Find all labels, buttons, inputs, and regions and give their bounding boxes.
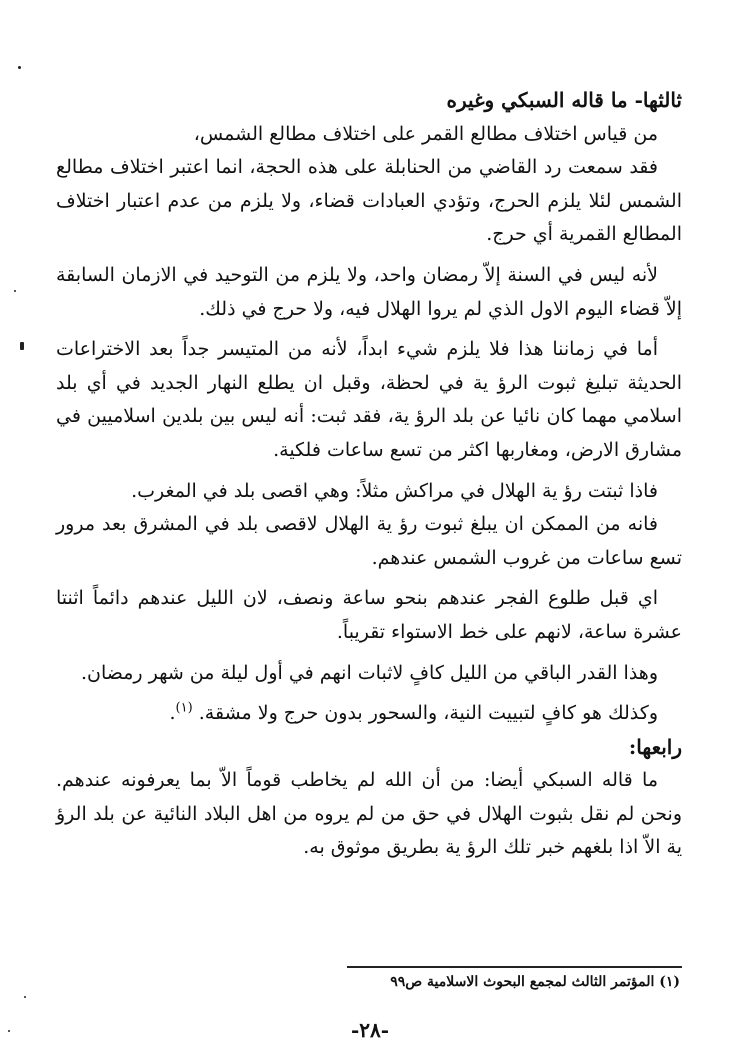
section-heading-fourth: رابعها: — [628, 734, 682, 759]
footnote-divider — [347, 966, 682, 968]
footnote-text: (١) المؤتمر الثالث لمجمع البحوث الاسلامية ص٩٩ — [390, 974, 680, 990]
section-heading-third: ثالثها- ما قاله السبكي وغيره — [446, 88, 682, 112]
paragraph-8: وهذا القدر الباقي من الليل كافٍ لاثبات انهم في أول ليلة من شهر رمضان. — [80, 661, 658, 684]
scan-speck — [20, 342, 24, 350]
paragraph-7: اي قبل طلوع الفجر عندهم بنحو ساعة ونصف، لان الليل عندهم دائماً اثنتا عشرة ساعة، لانهم على خط الاستواء تقريباً. — [56, 587, 682, 643]
paragraph-1: من قياس اختلاف مطالع القمر على اختلاف مطالع الشمس، — [193, 122, 658, 145]
scan-speck — [18, 66, 21, 69]
paragraph-5: فاذا ثبتت رؤ ية الهلال في مراكش مثلاً: وهي اقصى بلد في المغرب. — [131, 479, 658, 502]
paragraph-4: أما في زماننا هذا فلا يلزم شيء ابداً، لأنه من المتيسر جداً بعد الاختراعات الحديثة تبليغ ثبوت الرؤ ية في لحظة، وقبل ان يطلع النهار الجديد في أي بلد اسلامي مهما كان نائيا عن بلد الرؤ ية، فقد ثبت: أنه ليس بين بلدين اسلاميين في مشارق الارض، ومغاربها اكثر من تسع ساعات فلكية. — [56, 338, 682, 461]
scan-speck — [14, 290, 16, 292]
paragraph-10: ما قاله السبكي أيضا: من أن الله لم يخاطب قوماً الاّ بما يعرفونه عندهم. ونحن لم نقل بثبوت الهلال في حق من لم يروه من اهل البلاد النائية عن بلد الرؤ ية الاّ اذا بلغهم خبر تلك الرؤ ية بطريق موثوق به. — [56, 769, 682, 859]
scan-speck — [8, 1030, 10, 1032]
paragraph-6: فانه من الممكن ان يبلغ ثبوت رؤ ية الهلال لاقصى بلد في المشرق بعد مرور تسع ساعات من غروب الشمس عندهم. — [56, 513, 682, 569]
scan-speck — [24, 996, 26, 998]
page-number: -٢٨- — [350, 1018, 390, 1042]
main-text — [56, 84, 682, 865]
paragraph-2: فقد سمعت رد القاضي من الحنابلة على هذه الحجة، انما اعتبر اختلاف مطالع الشمس لئلا يلزم الحرج، وتؤدي العبادات قضاء، ولا يلزم من عدم اعتبار اختلاف المطالع القمرية أي حرج. — [56, 156, 682, 246]
footnote-reference: (١) — [175, 700, 193, 716]
paragraph-9 — [56, 697, 682, 731]
paragraph-9-text: وكذلك هو كافٍ لتبييت النية، والسحور بدون حرج ولا مشقة. — [198, 702, 658, 725]
paragraph-3: لأنه ليس في السنة إلاّ رمضان واحد، ولا يلزم من التوحيد في الازمان السابقة إلاّ قضاء اليوم الاول الذي لم يروا الهلال فيه، ولا حرج في ذلك. — [56, 263, 682, 320]
paragraph-9-end: . — [169, 702, 176, 725]
